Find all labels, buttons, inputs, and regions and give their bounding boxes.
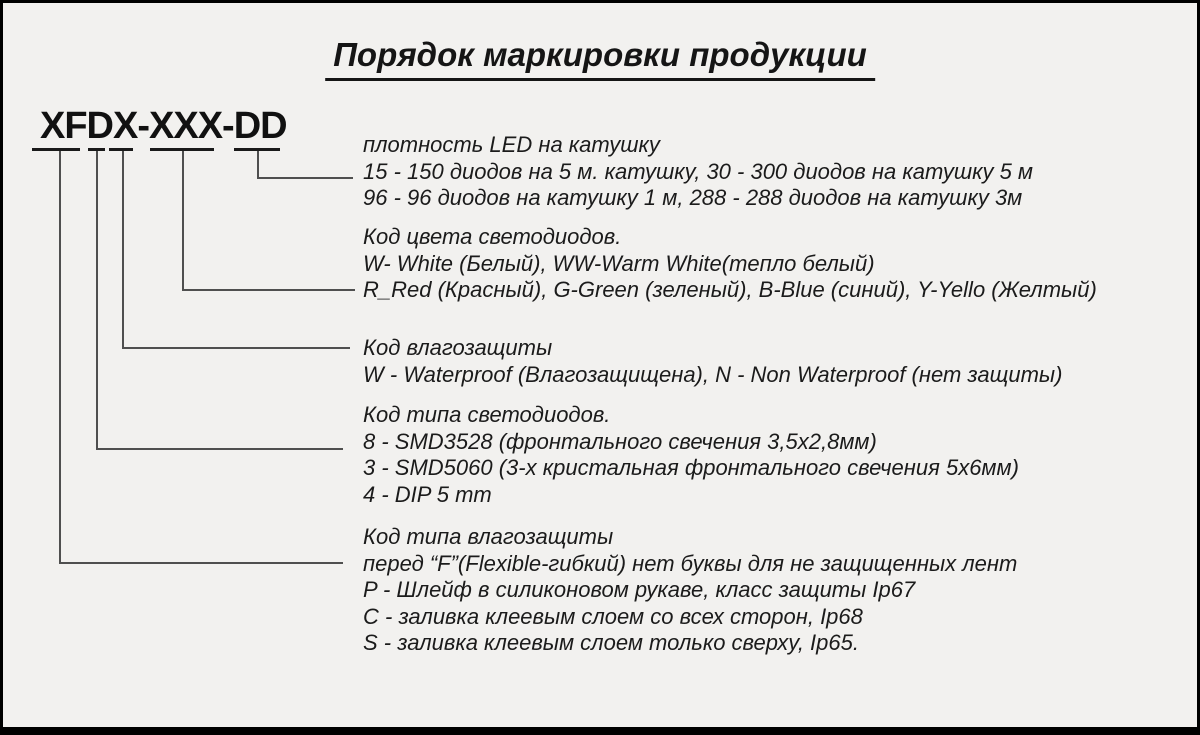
block-color-line: R_Red (Красный), G-Green (зеленый), B-Blue (синий), Y-Yello (Желтый) [363, 277, 1097, 302]
leader-line-protection-type [59, 151, 343, 564]
block-protection-type-line: C - заливка клеевым слоем со всех сторон, Ip68 [363, 603, 863, 629]
page-title: Порядок маркировки продукции [325, 36, 875, 81]
block-protection-type-line: перед “F”(Flexible-гибкий) нет буквы для не защищенных лент [363, 550, 1018, 576]
block-density-heading: плотность LED на катушку [363, 132, 660, 157]
block-protection-type-line: P - Шлейф в силиконовом рукаве, класс защиты Ip67 [363, 577, 916, 602]
block-protection-type-line: S - заливка клеевым слоем только сверху, Ip65. [363, 630, 859, 655]
block-led-type-line: 3 - SMD5060 (3-х кристальная фронтального свечения 5х6мм) [363, 455, 1019, 480]
block-color [363, 224, 1097, 304]
block-color-heading: Код цвета светодиодов. [363, 224, 622, 249]
block-led-type-heading: Код типа светодиодов. [363, 402, 611, 427]
block-waterproof [363, 335, 1062, 388]
block-protection-type [363, 524, 1017, 657]
product-code: XFDX-XXX-DD [40, 105, 287, 147]
block-color-line: W- White (Белый), WW-Warm White(тепло белый) [363, 250, 875, 276]
block-led-type-line: 4 - DIP 5 mm [363, 481, 492, 507]
block-protection-type-heading: Код типа влагозащиты [363, 524, 614, 549]
block-led-type [363, 402, 1019, 508]
block-density [363, 132, 1033, 212]
block-density-line: 15 - 150 диодов на 5 м. катушку, 30 - 300 диодов на катушку 5 м [363, 158, 1034, 184]
block-led-type-line: 8 - SMD3528 (фронтального свечения 3,5х2,8мм) [363, 428, 877, 454]
block-density-line: 96 - 96 диодов на катушку 1 м, 288 - 288 диодов на катушку 3м [363, 185, 1023, 210]
block-waterproof-heading: Код влагозащиты [363, 335, 553, 360]
block-waterproof-line: W - Waterproof (Влагозащищена), N - Non Waterproof (нет защиты) [363, 361, 1063, 387]
